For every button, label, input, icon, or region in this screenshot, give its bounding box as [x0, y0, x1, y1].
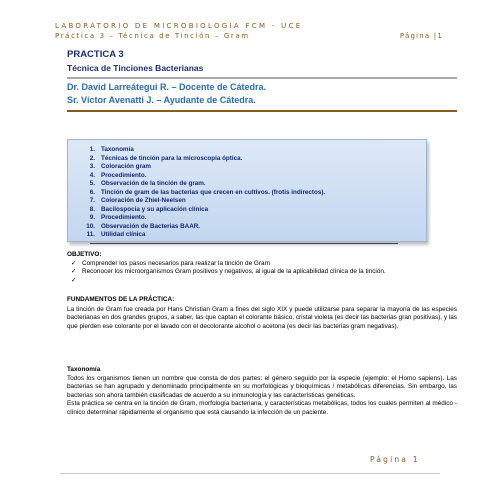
- toc-item-number: 2.: [89, 154, 95, 162]
- authors-block: [67, 81, 457, 107]
- header-practice-title: Práctica 3 – Técnica de Tinción – Gram: [55, 32, 250, 40]
- toc-item-text: Observación de la tinción de gram.: [101, 180, 206, 187]
- toc-item: [82, 155, 426, 164]
- title-divider: [67, 77, 457, 79]
- toc-item: [82, 189, 426, 198]
- objetivo-item: [67, 268, 457, 277]
- toc-item-text: Utilidad clínica: [101, 231, 146, 238]
- page-header: [55, 22, 443, 42]
- toc-item: [82, 146, 426, 155]
- toc-item: [82, 163, 426, 172]
- check-icon: ✓: [71, 259, 77, 267]
- toc-item-number: 10.: [86, 222, 95, 230]
- section-divider: [90, 243, 398, 244]
- footer-divider: [60, 473, 440, 474]
- taxonomia-heading: Taxonomía: [67, 366, 101, 373]
- toc-item-number: 4.: [89, 171, 95, 179]
- check-icon: ✓: [71, 276, 77, 284]
- toc-item-number: 9.: [89, 214, 95, 221]
- toc-item: [82, 206, 426, 215]
- toc-list: [82, 146, 426, 240]
- toc-item-text: Bacilospocia y su aplicación clínica: [101, 205, 209, 213]
- toc-item: [82, 214, 426, 223]
- table-of-contents: [67, 139, 427, 242]
- taxonomia-paragraph-2: Esta práctica se centra en la tinción de Gram, morfología bacteriana, y características metabólicas, todos los cuales permiten al médico - clínico determinar rápidamente el organismo que está causando la infección de un paciente.: [67, 400, 457, 416]
- taxonomia-paragraph-1: Todos los organismos tienen un nombre que consta de dos partes: el género seguido por la especie (ejemplo: el Homo sapiens). Las bacterias se han agrupado y denominado principalmente en su morfológicas y bioquímicas / metabólicas diferencias. Sin embargo, las bacterias son ahora también clasificadas de acuerdo a su inmunología y las características genéticas.: [67, 374, 457, 399]
- fundamentos-section: [67, 296, 457, 331]
- toc-item-number: 3.: [89, 163, 95, 170]
- toc-item-number: 5.: [89, 180, 95, 187]
- toc-item-text: Tinción de gram de las bacterias que crecen en cultivos. (frotis indirectos).: [101, 188, 326, 196]
- toc-item-number: 7.: [89, 197, 95, 204]
- toc-item-text: Taxonomía: [101, 146, 134, 153]
- toc-item-text: Coloración de Zhiel-Neelsen: [101, 197, 186, 204]
- practice-title: PRACTICA 3: [67, 49, 124, 60]
- objetivo-item: [67, 260, 457, 269]
- header-practice-line: [55, 32, 443, 42]
- toc-item-text: Coloración gram: [101, 163, 152, 170]
- toc-item-number: 11.: [86, 231, 95, 238]
- toc-item: [82, 172, 426, 181]
- toc-item: [82, 223, 426, 232]
- objetivo-item-text: Comprender los pasos necesarios para realizar la tinción de Gram: [82, 259, 270, 267]
- toc-item-number: 1.: [89, 146, 95, 153]
- header-page-number: Página |1: [399, 32, 443, 40]
- author-docente: Dr. David Larreátegui R. – Docente de Cátedra.: [67, 82, 267, 92]
- objetivo-heading: OBJETIVO:: [67, 251, 102, 258]
- toc-item-text: Procedimiento.: [101, 171, 147, 179]
- toc-item-number: 6.: [89, 188, 95, 196]
- taxonomia-section: [67, 366, 457, 418]
- toc-item: [82, 197, 426, 206]
- toc-item: [82, 180, 426, 189]
- footer-page-number: Página 1: [370, 455, 420, 464]
- authors-divider: [67, 110, 457, 112]
- fundamentos-body: La tinción de Gram fue creada por Hans Christian Gram a fines del siglo XIX y puede utilizarse para separar la mayoría de las especies bacterianas en dos grandes grupos, a saber, las que captan el colorante básico, cristal violeta (es decir las bacterias gran positivas), y las que pierden ese colorante por el lavado con el decolorante alcohol o acetona (es decir las bacterias gram negativas).: [67, 305, 457, 330]
- objetivo-item-text: Reconocer los microorganismos Gram positivos y negativos, al igual de la aplicabilidad clínica de la tinción.: [82, 268, 386, 276]
- toc-item-text: Procedimiento.: [101, 214, 147, 221]
- practice-subtitle: Técnica de Tinciones Bacterianas: [67, 63, 204, 73]
- toc-item-text: Técnicas de tinción para la microscopia óptica.: [101, 154, 243, 162]
- header-lab-name: LABORATORIO DE MICROBIOLOGIA FCM - UCE: [55, 22, 303, 30]
- toc-item-text: Observación de Bacterias BAAR.: [101, 222, 201, 230]
- title-block: [67, 49, 457, 73]
- fundamentos-heading: FUNDAMENTOS DE LA PRÁCTICA:: [67, 296, 175, 303]
- toc-item: [82, 231, 426, 240]
- toc-item-number: 8.: [89, 205, 95, 213]
- check-icon: ✓: [71, 268, 77, 276]
- objetivo-section: [67, 251, 457, 284]
- author-ayudante: Sr. Víctor Avenatti J. – Ayudante de Cátedra.: [67, 95, 256, 105]
